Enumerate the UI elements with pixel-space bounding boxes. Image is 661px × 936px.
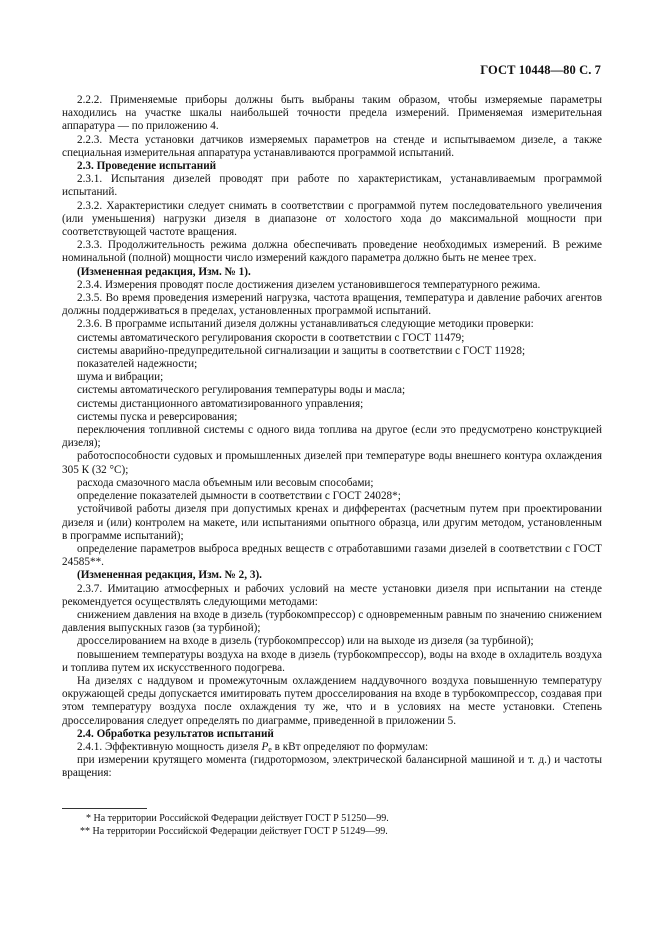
clause-2-3-5: 2.3.5. Во время проведения измерений нагрузка, частота вращения, температура и давление рабочих агентов должны поддерживаться в пределах, установленных программой испытаний. bbox=[62, 292, 602, 318]
power-symbol-subscript: e bbox=[268, 744, 272, 754]
list-item: системы пуска и реверсирования; bbox=[77, 410, 238, 423]
clause-2-3-1: 2.3.1. Испытания дизелей проводят при работе по характеристикам, устанавливаемым программой испытаний. bbox=[62, 173, 602, 199]
method-item: снижением давления на входе в дизель (турбокомпрессор) с одновременным равным по значению снижением давления выпускных газов (за турбиной); bbox=[62, 608, 602, 635]
method-item: дросселированием на входе в дизель (турбокомпрессор) или на выходе из дизеля (за турбиной); bbox=[77, 635, 534, 648]
list-item: системы автоматического регулирования температуры воды и масла; bbox=[77, 384, 406, 397]
amendment-note-1: (Измененная редакция, Изм. № 1). bbox=[77, 265, 251, 278]
clause-2-4-1-text-end: в кВт определяют по формулам: bbox=[274, 740, 429, 753]
footnote-1: * На территории Российской Федерации действует ГОСТ Р 51250—99. bbox=[86, 813, 389, 824]
section-heading-2-4: 2.4. Обработка результатов испытаний bbox=[77, 727, 274, 740]
clause-2-4-1 bbox=[62, 741, 602, 754]
list-item: шума и вибрации; bbox=[77, 371, 164, 384]
clause-2-3-4: 2.3.4. Измерения проводят после достижения дизелем установившегося температурного режима. bbox=[77, 278, 541, 291]
list-item: определение параметров выброса вредных веществ с отработавшими газами дизелей в соответствии с ГОСТ 24585**. bbox=[62, 542, 602, 569]
document-body bbox=[62, 94, 602, 781]
power-symbol: P bbox=[261, 740, 269, 753]
clause-2-3-7: 2.3.7. Имитацию атмосферных и рабочих условий на месте установки дизеля при испытании на стенде рекомендуется осуществлять следующими методами: bbox=[62, 582, 602, 608]
clause-2-3-8: На дизелях с наддувом и промежуточным охлаждением наддувочного воздуха повышенную температуру окружающей среды допускается имитировать путем дросселирования на входе в турбокомпрессор, создавая при этом температуру воздуха после охлаждения ту же, что и в условиях на месте установки. Степень дросселирования следует определять по диаграмме, приведенной в приложении 5. bbox=[62, 674, 602, 727]
list-item: показателей надежности; bbox=[77, 358, 198, 371]
list-item: системы аварийно-предупредительной сигнализации и защиты в соответствии с ГОСТ 11928; bbox=[77, 344, 526, 357]
clause-2-4-1-condition: при измерении крутящего момента (гидротормозом, электрической балансирной машиной и т. д.) и частоты вращения: bbox=[62, 754, 602, 780]
list-item: системы дистанционного автоматизированного управления; bbox=[77, 397, 364, 410]
clause-2-2-3: 2.2.3. Места установки датчиков измеряемых параметров на стенде и испытываемом дизеле, а также специальная измерительная аппаратура устанавливаются программой испытаний. bbox=[62, 133, 602, 159]
footnotes bbox=[62, 808, 602, 838]
clause-2-2-2: 2.2.2. Применяемые приборы должны быть выбраны таким образом, чтобы измеряемые параметры находились на участке шкалы наибольшей точности предела измерений. Применяемая измерительная аппаратура — по приложению 4. bbox=[62, 94, 602, 133]
list-item: работоспособности судовых и промышленных дизелей при температуре воды внешнего контура охлаждения 305 К (32 °С); bbox=[62, 450, 602, 476]
list-item: определение показателей дымности в соответствии с ГОСТ 24028*; bbox=[77, 490, 401, 503]
clause-2-3-3: 2.3.3. Продолжительность режима должна обеспечивать проведение необходимых измерений. В режиме номинальной (полной) мощности число измерений каждого параметра должно быть не менее трех. bbox=[62, 239, 602, 265]
method-item: повышением температуры воздуха на входе в дизель (турбокомпрессор), воды на входе в охладитель воздуха и топлива путем их искусственного подогрева. bbox=[62, 648, 602, 674]
section-heading-2-3: 2.3. Проведение испытаний bbox=[77, 160, 217, 173]
footnote-2: ** На территории Российской Федерации действует ГОСТ Р 51249—99. bbox=[80, 826, 388, 837]
list-item: устойчивой работы дизеля при допустимых кренах и дифферентах (расчетным путем при проектировании дизеля и (или) контролем на макете, или испытаниями опытного образца, или другим методом, установленным в программе испытаний); bbox=[62, 503, 602, 542]
list-item: переключения топливной системы с одного вида топлива на другое (если это предусмотрено конструкцией дизеля); bbox=[62, 424, 602, 450]
list-item: системы автоматического регулирования скорости в соответствии с ГОСТ 11479; bbox=[77, 331, 465, 344]
amendment-note-2: (Измененная редакция, Изм. № 2, 3). bbox=[77, 569, 262, 582]
page-header: ГОСТ 10448—80 С. 7 bbox=[480, 63, 601, 77]
clause-2-4-1-text: 2.4.1. Эффективную мощность дизеля bbox=[77, 740, 259, 753]
clause-2-3-2: 2.3.2. Характеристики следует снимать в соответствии с программой путем последовательного увеличения (или уменьшения) нагрузки дизеля в диапазоне от холостого хода до максимальной мощности при соответствующей частоте вращения. bbox=[62, 199, 602, 239]
clause-2-3-6: 2.3.6. В программе испытаний дизеля должны устанавливаться следующие методики проверки: bbox=[77, 318, 534, 331]
footnote-divider bbox=[62, 808, 147, 809]
list-item: расхода смазочного масла объемным или весовым способами; bbox=[77, 476, 374, 489]
